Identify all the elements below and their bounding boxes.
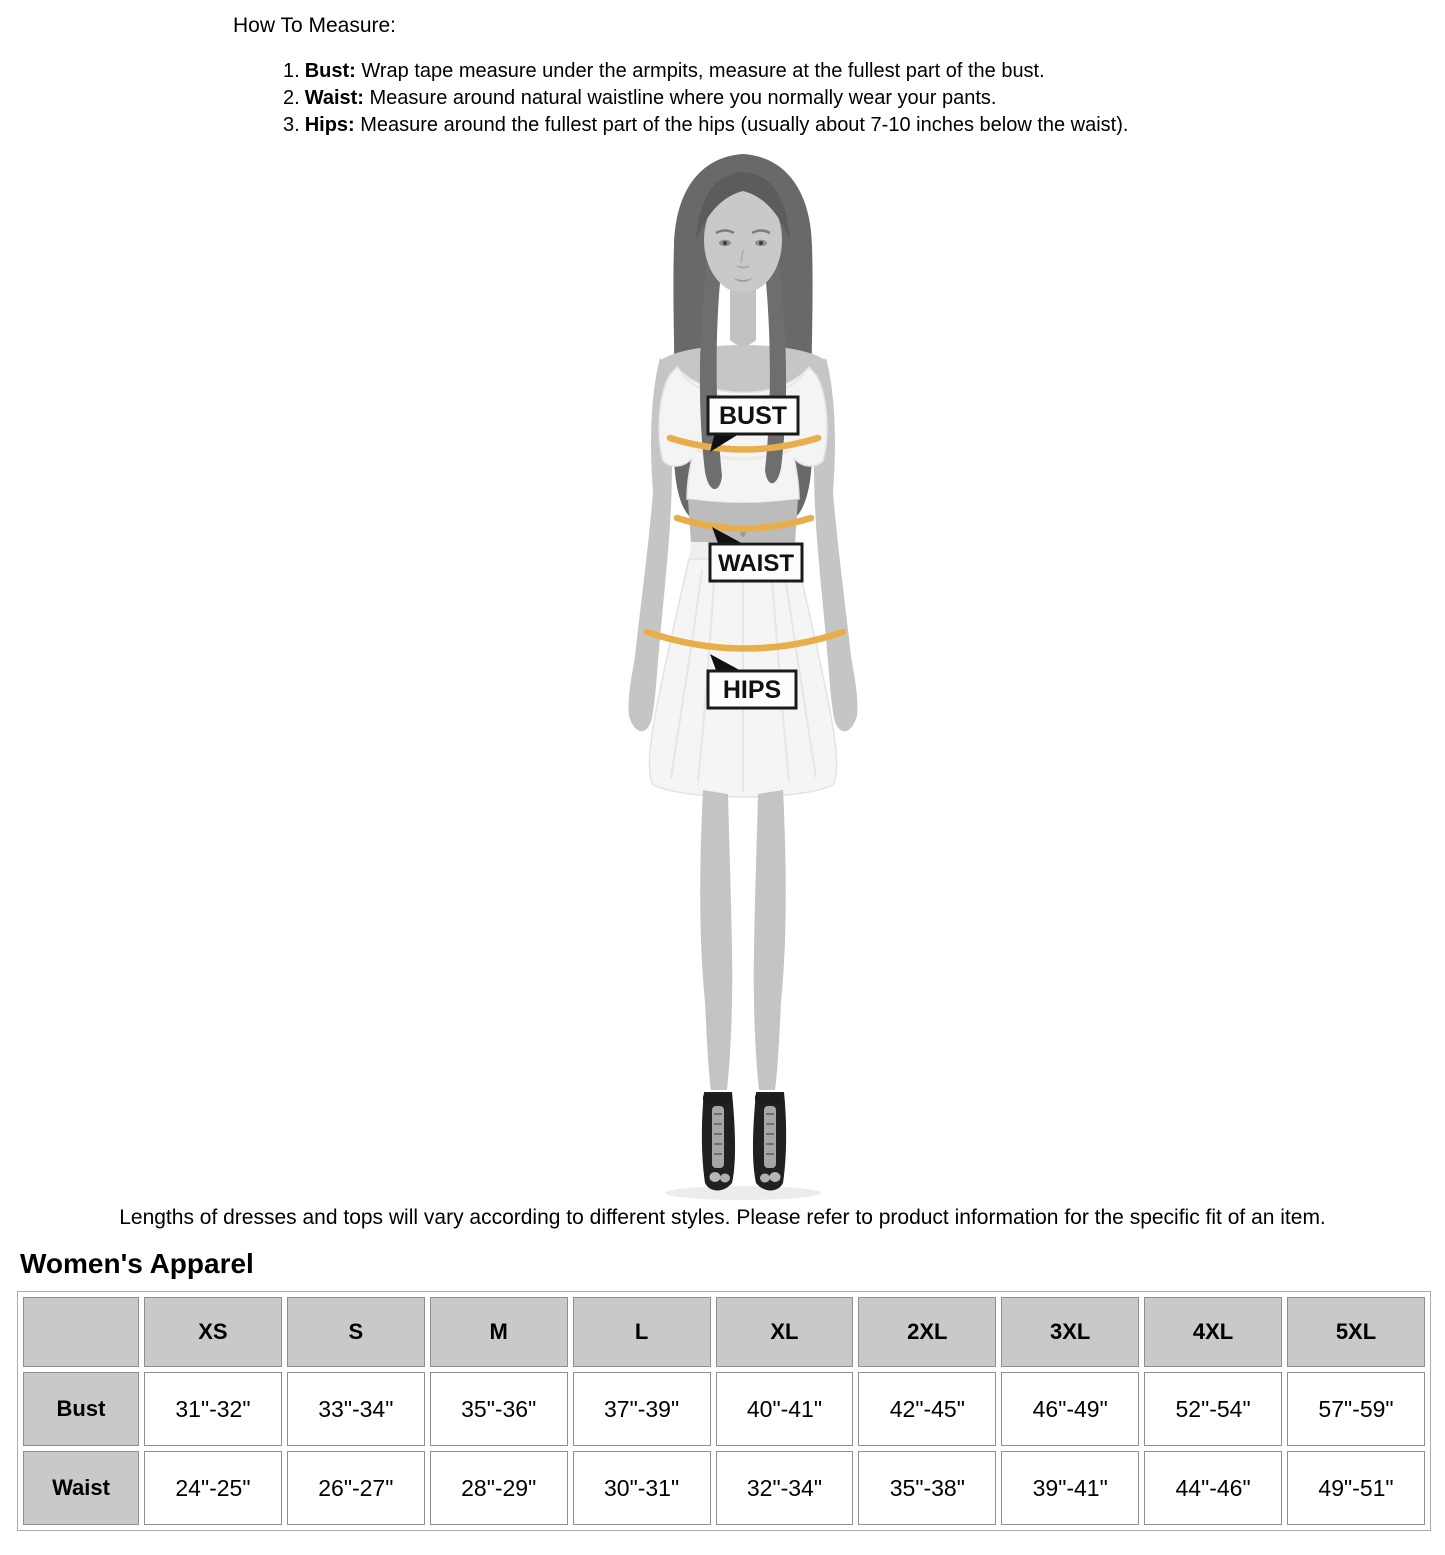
size-value-cell: 40"-41" (716, 1372, 854, 1446)
instruction-text: Measure around the fullest part of the hips (usually about 7-10 inches below the waist). (354, 114, 1129, 136)
size-chart-table (17, 1291, 1431, 1531)
instruction-label: Waist: (304, 87, 364, 109)
instruction-number: 1. (283, 60, 300, 82)
bust-callout-label: BUST (718, 402, 788, 430)
high-heel-shoes (702, 1092, 786, 1191)
instruction-hips (283, 112, 1128, 139)
size-value-cell: 26"-27" (287, 1451, 425, 1525)
model-illustration (565, 150, 925, 1202)
size-value-cell: 24"-25" (144, 1451, 282, 1525)
row-label: Waist (23, 1451, 139, 1525)
size-col-header: XS (144, 1297, 282, 1367)
corner-cell (23, 1297, 139, 1367)
size-value-cell: 44"-46" (1144, 1451, 1282, 1525)
size-value-cell: 57"-59" (1287, 1372, 1425, 1446)
waist-callout-label: WAIST (718, 550, 794, 577)
instruction-text: Wrap tape measure under the armpits, measure at the fullest part of the bust. (355, 60, 1045, 82)
instruction-label: Hips: (304, 114, 355, 136)
size-value-cell: 39"-41" (1001, 1451, 1139, 1525)
how-to-measure-title: How To Measure: (233, 14, 397, 37)
measure-instructions-list (283, 58, 1128, 139)
size-value-cell: 35"-36" (430, 1372, 568, 1446)
floor-shadow (665, 1186, 821, 1200)
size-value-cell: 37"-39" (573, 1372, 711, 1446)
hips-callout-label: HIPS (722, 676, 782, 704)
instruction-number: 2. (283, 87, 300, 109)
size-col-header: L (573, 1297, 711, 1367)
size-col-header: 4XL (1144, 1297, 1282, 1367)
size-value-cell: 30"-31" (573, 1451, 711, 1525)
legs (700, 790, 786, 1090)
instruction-number: 3. (283, 114, 300, 136)
size-col-header: XL (716, 1297, 854, 1367)
size-value-cell: 32"-34" (716, 1451, 854, 1525)
size-col-header: M (430, 1297, 568, 1367)
size-col-header: 3XL (1001, 1297, 1139, 1367)
size-value-cell: 52"-54" (1144, 1372, 1282, 1446)
size-value-cell: 42"-45" (858, 1372, 996, 1446)
waist-row (23, 1451, 1425, 1525)
size-value-cell: 28"-29" (430, 1451, 568, 1525)
row-label: Bust (23, 1372, 139, 1446)
measurement-figure (565, 150, 925, 1202)
size-value-cell: 35"-38" (858, 1451, 996, 1525)
size-value-cell: 31"-32" (144, 1372, 282, 1446)
size-col-header: 2XL (858, 1297, 996, 1367)
size-value-cell: 33"-34" (287, 1372, 425, 1446)
size-value-cell: 46"-49" (1001, 1372, 1139, 1446)
size-header-row (23, 1297, 1425, 1367)
size-col-header: 5XL (1287, 1297, 1425, 1367)
instruction-label: Bust: (304, 60, 356, 82)
instruction-text: Measure around natural waistline where you normally wear your pants. (363, 87, 997, 109)
size-chart-title: Women's Apparel (20, 1248, 254, 1279)
size-col-header: S (287, 1297, 425, 1367)
fit-note: Lengths of dresses and tops will vary according to different styles. Please refer to product information for the specific fit of an item. (119, 1206, 1326, 1229)
instruction-waist (283, 85, 1128, 112)
bust-row (23, 1372, 1425, 1446)
size-value-cell: 49"-51" (1287, 1451, 1425, 1525)
instruction-bust (283, 58, 1128, 85)
